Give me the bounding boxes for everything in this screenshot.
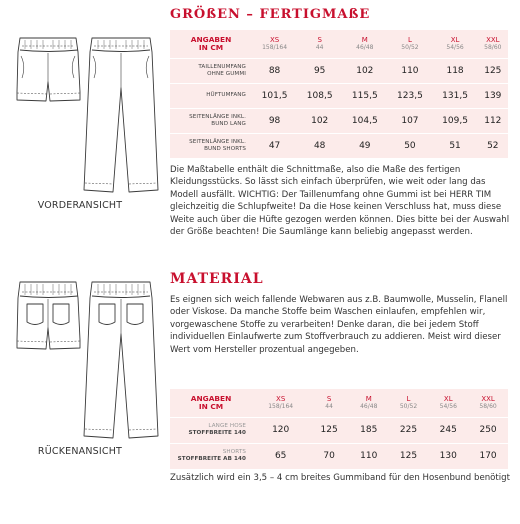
table-cell: 48: [297, 133, 342, 158]
table-row: [170, 133, 508, 158]
table-cell: 104,5: [342, 108, 387, 133]
back-view-caption: RÜCKENANSICHT: [37, 446, 123, 457]
fabric-requirement-table: [170, 389, 508, 470]
table-cell: 107: [387, 108, 432, 133]
size-column-header: XL 54/56: [428, 389, 468, 417]
size-chart-header-label: ANGABEN IN CM: [170, 30, 252, 58]
table-cell: 101,5: [252, 83, 297, 108]
table-row: [170, 417, 508, 443]
table-cell: 47: [252, 133, 297, 158]
size-chart-header-row: [170, 30, 508, 58]
row-label: LANGE HOSE STOFFBREITE 140: [170, 417, 252, 443]
table-cell: 131,5: [433, 83, 478, 108]
row-label: SEITENLÄNGE INKL. BUND SHORTS: [170, 133, 252, 158]
size-column-header: S 44: [309, 389, 349, 417]
table-cell: 120: [252, 417, 309, 443]
table-cell: 170: [468, 443, 508, 469]
size-chart-table: [170, 30, 508, 159]
table-cell: 125: [478, 58, 508, 83]
technical-drawings: [0, 0, 165, 520]
row-label: SEITENLÄNGE INKL. BUND LANG: [170, 108, 252, 133]
sizes-note: Die Maßtabelle enthält die Schnittmaße, also die Maße des fertigen Kleidungsstücks. So lässt sich einfach überprüfen, wie weit oder lang das Modell ausfällt. WICHTIG: Der Taillenumfang ohne Gummi ist bei HERR TIM gleichzeitig die Schlupfweite! Da die Hose keinen Verschluss hat, muss diese Weite auch über die Hüfte gezogen werden können. Dies bitte bei der Auswahl der Größe beachten! Die Saumlänge kann beliebig angepasst werden.: [170, 165, 510, 238]
back-pants-drawing: [84, 282, 158, 438]
table-row: [170, 83, 508, 108]
table-row: [170, 108, 508, 133]
table-cell: 102: [342, 58, 387, 83]
fabric-table-header-row: [170, 389, 508, 417]
table-cell: 118: [433, 58, 478, 83]
table-cell: 51: [433, 133, 478, 158]
size-column-header: XXL 58/60: [478, 30, 508, 58]
table-cell: 112: [478, 108, 508, 133]
row-label: HÜFTUMFANG: [170, 83, 252, 108]
table-cell: 185: [349, 417, 389, 443]
table-cell: 139: [478, 83, 508, 108]
size-column-header: XS 158/164: [252, 30, 297, 58]
table-cell: 52: [478, 133, 508, 158]
table-cell: 225: [389, 417, 429, 443]
table-cell: 50: [387, 133, 432, 158]
material-text: Es eignen sich weich fallende Webwaren aus z.B. Baumwolle, Musselin, Flanell oder Viskose. Da manche Stoffe beim Waschen einlaufen, empfehlen wir, vorgewaschene Stoffe zu verarbeiten! Denke daran, die bei jedem Stoff individuellen Einlaufwerte zum Stoffverbrauch zu addieren. Meist wird dieser Wert vom Hersteller prozentual angegeben.: [170, 295, 508, 355]
table-cell: 250: [468, 417, 508, 443]
size-column-header: XS 158/164: [252, 389, 309, 417]
size-column-header: XXL 58/60: [468, 389, 508, 417]
table-cell: 102: [297, 108, 342, 133]
size-column-header: M 46/48: [349, 389, 389, 417]
table-cell: 109,5: [433, 108, 478, 133]
table-row: [170, 58, 508, 83]
table-cell: 95: [297, 58, 342, 83]
size-column-header: L 50/52: [387, 30, 432, 58]
table-cell: 110: [349, 443, 389, 469]
table-cell: 125: [389, 443, 429, 469]
front-pants-drawing: [84, 38, 158, 192]
table-cell: 123,5: [387, 83, 432, 108]
size-column-header: S 44: [297, 30, 342, 58]
size-column-header: L 50/52: [389, 389, 429, 417]
elastic-note: Zusätzlich wird ein 3,5 – 4 cm breites Gummiband für den Hosenbund benötigt: [170, 473, 511, 483]
sizes-title: GRÖßEN – FERTIGMAßE: [170, 7, 371, 22]
size-column-header: XL 54/56: [433, 30, 478, 58]
row-label: SHORTS STOFFBREITE AB 140: [170, 443, 252, 469]
table-cell: 49: [342, 133, 387, 158]
pants-sketches: [0, 0, 165, 520]
size-column-header: M 46/48: [342, 30, 387, 58]
back-shorts-drawing: [17, 282, 80, 349]
row-label: TAILLENUMFANG OHNE GUMMI: [170, 58, 252, 83]
table-cell: 245: [428, 417, 468, 443]
table-cell: 98: [252, 108, 297, 133]
fabric-table-header-label: ANGABEN IN CM: [170, 389, 252, 417]
front-shorts-drawing: [17, 38, 80, 101]
table-cell: 88: [252, 58, 297, 83]
table-cell: 115,5: [342, 83, 387, 108]
table-cell: 108,5: [297, 83, 342, 108]
front-view-caption: VORDERANSICHT: [37, 200, 123, 211]
table-row: [170, 443, 508, 469]
material-title: MATERIAL: [170, 271, 264, 287]
table-cell: 65: [252, 443, 309, 469]
table-cell: 125: [309, 417, 349, 443]
table-cell: 110: [387, 58, 432, 83]
table-cell: 130: [428, 443, 468, 469]
table-cell: 70: [309, 443, 349, 469]
